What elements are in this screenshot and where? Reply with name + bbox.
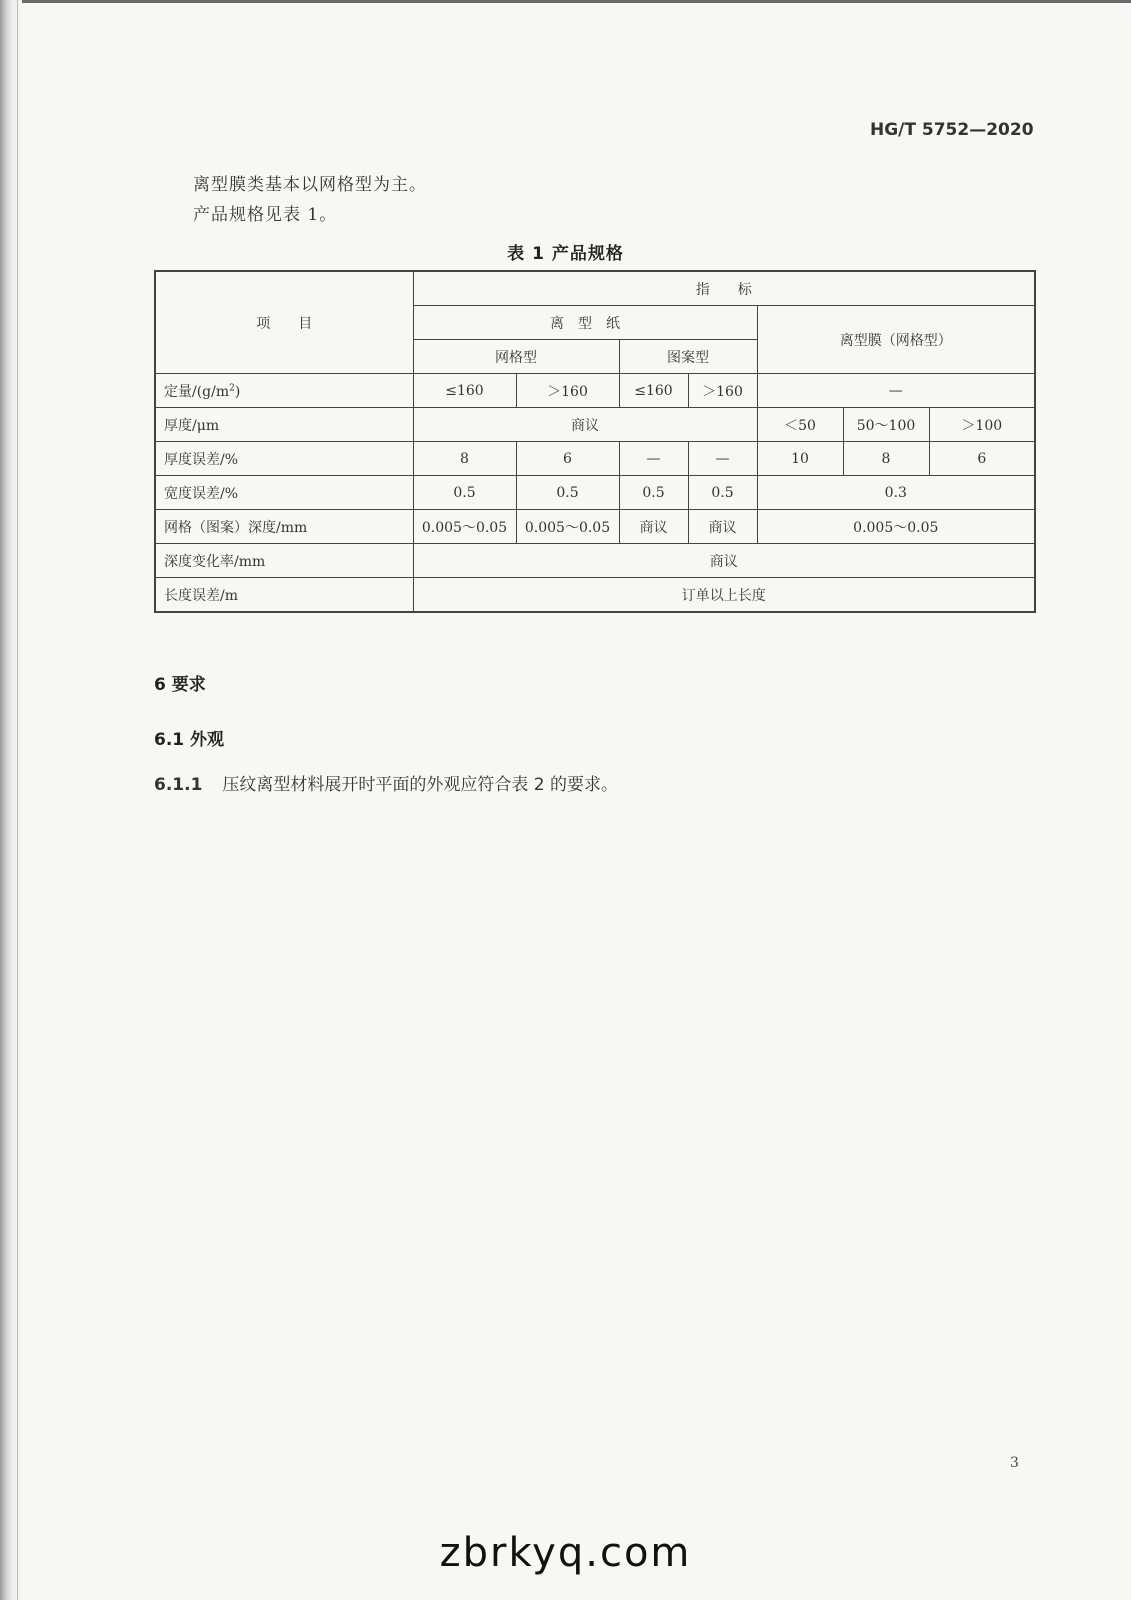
table-cell: 6 (929, 442, 1035, 476)
table-row (155, 408, 1035, 442)
header-release-paper: 离 型 纸 (413, 306, 757, 340)
table-cell: ＞160 (688, 374, 757, 408)
table-row (155, 476, 1035, 510)
clause-6-1-1 (154, 770, 618, 795)
table-cell: 0.005～0.05 (516, 510, 619, 544)
header-indicator: 指 标 (413, 271, 1035, 306)
standard-code: HG/T 5752—2020 (870, 120, 1034, 140)
clause-text: 压纹离型材料展开时平面的外观应符合表 2 的要求。 (222, 775, 619, 795)
table-cell: ＜50 (757, 408, 843, 442)
table-row (155, 374, 1035, 408)
table-cell: 50～100 (843, 408, 929, 442)
watermark: zbrkyq.com (439, 1530, 692, 1576)
section-heading-6-1: 6.1 外观 (154, 730, 225, 750)
row-label-thickness-tolerance: 厚度误差/% (155, 442, 413, 476)
table-cell: — (688, 442, 757, 476)
table-cell: 0.5 (413, 476, 516, 510)
table-cell: 0.3 (757, 476, 1035, 510)
header-pattern-type: 图案型 (619, 340, 757, 374)
table-cell: 8 (843, 442, 929, 476)
table-cell: 订单以上长度 (413, 578, 1035, 613)
scan-top-edge (0, 0, 1131, 3)
table-cell: 商议 (413, 408, 757, 442)
table-cell: 0.005～0.05 (757, 510, 1035, 544)
table-row (155, 510, 1035, 544)
table-cell: 0.5 (688, 476, 757, 510)
table-cell: 0.5 (619, 476, 688, 510)
table-cell: 10 (757, 442, 843, 476)
row-label-depth: 网格（图案）深度/mm (155, 510, 413, 544)
row-label-length-tolerance: 长度误差/m (155, 578, 413, 613)
page-number: 3 (1010, 1455, 1019, 1471)
table-row (155, 578, 1035, 613)
clause-number: 6.1.1 (154, 775, 203, 795)
table-cell: 6 (516, 442, 619, 476)
table-cell: ≤160 (619, 374, 688, 408)
table-cell: ＞160 (516, 374, 619, 408)
paragraph: 产品规格见表 1。 (193, 205, 338, 225)
table-cell: 商议 (413, 544, 1035, 578)
table-row (155, 442, 1035, 476)
table-cell: — (757, 374, 1035, 408)
table-title: 表 1 产品规格 (507, 244, 624, 264)
header-item: 项 目 (155, 271, 413, 374)
product-spec-table (154, 270, 1036, 613)
table-cell: 0.5 (516, 476, 619, 510)
table-row (155, 544, 1035, 578)
header-grid-type: 网格型 (413, 340, 619, 374)
header-release-film: 离型膜（网格型） (757, 306, 1035, 374)
table-cell: ≤160 (413, 374, 516, 408)
row-label-thickness: 厚度/μm (155, 408, 413, 442)
table-cell: 0.005～0.05 (413, 510, 516, 544)
table-cell: 8 (413, 442, 516, 476)
table-cell: — (619, 442, 688, 476)
paragraph: 离型膜类基本以网格型为主。 (193, 175, 427, 195)
table-cell: 商议 (688, 510, 757, 544)
row-label-depth-change: 深度变化率/mm (155, 544, 413, 578)
table-cell: ＞100 (929, 408, 1035, 442)
table-cell: 商议 (619, 510, 688, 544)
row-label-weight: 定量$/(g/m^2)$ (155, 374, 413, 408)
table-row (155, 271, 1035, 306)
section-heading-6: 6 要求 (154, 675, 206, 695)
row-label-width-tolerance: 宽度误差/% (155, 476, 413, 510)
